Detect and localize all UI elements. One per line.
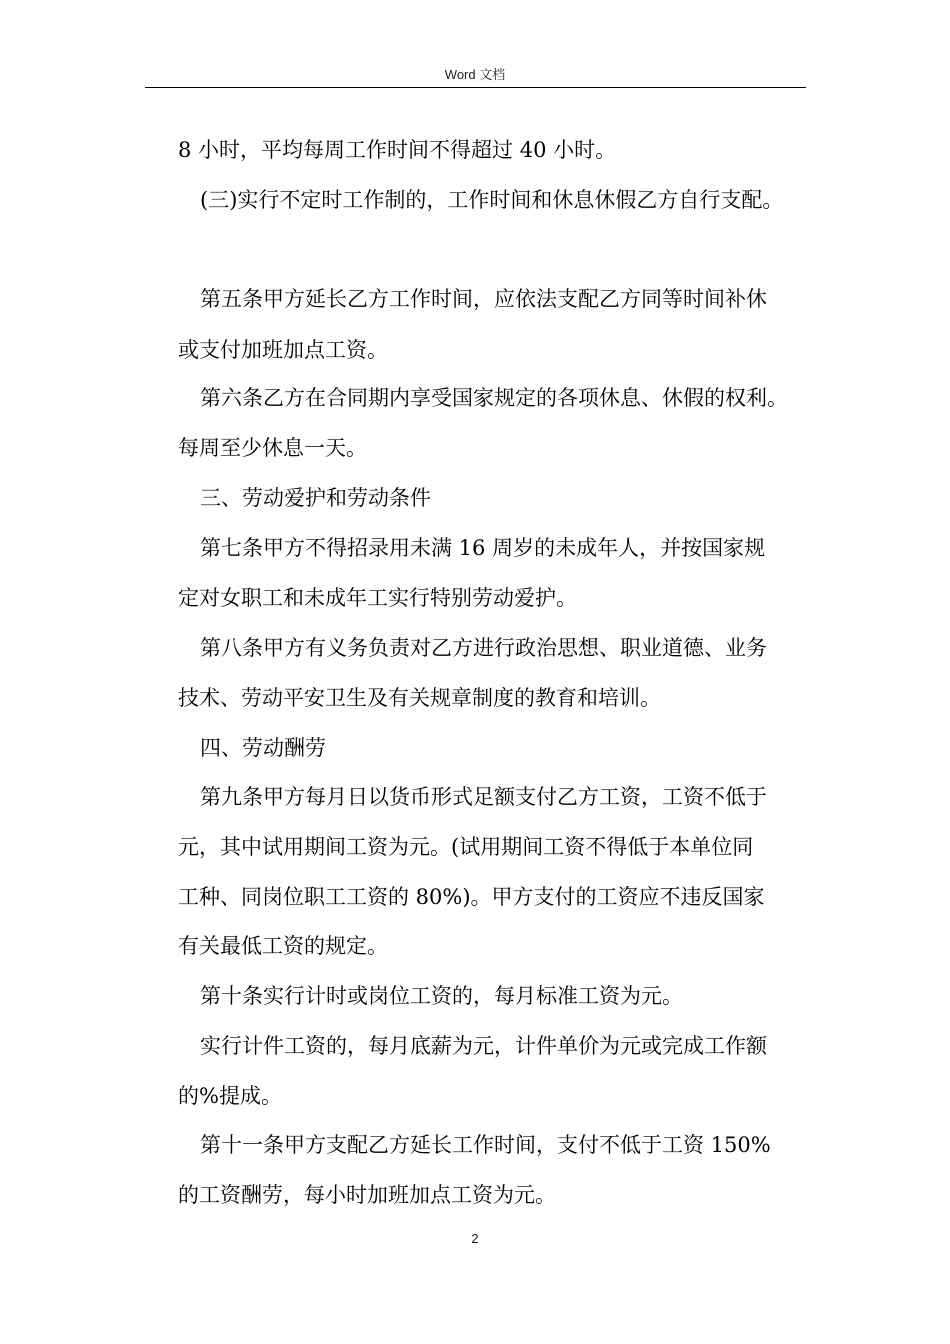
body-line: 的工资酬劳，每小时加班加点工资为元。 [178,1183,556,1207]
header-rule [145,87,806,88]
article-5: 第五条甲方延长乙方工作时间，应依法支配乙方同等时间补休 [200,287,767,311]
page-header: Word 文档 [444,67,506,82]
section-heading-4: 四、劳动酬劳 [200,736,326,760]
body-line: 实行计件工资的，每月底薪为元，计件单价为元或完成工作额 [200,1034,767,1058]
body-line: 的%提成。 [178,1084,282,1108]
article-6: 第六条乙方在合同期内享受国家规定的各项休息、休假的权利。 [200,386,788,410]
body-line: 定对女职工和未成年工实行特别劳动爱护。 [178,586,577,610]
body-line: 工种、同岗位职工工资的 80%)。甲方支付的工资应不违反国家 [178,885,765,909]
section-heading-3: 三、劳动爱护和劳动条件 [200,486,431,510]
article-9: 第九条甲方每月日以货币形式足额支付乙方工资，工资不低于 [200,785,767,809]
article-11: 第十一条甲方支配乙方延长工作时间，支付不低于工资 150% [200,1133,771,1157]
article-8: 第八条甲方有义务负责对乙方进行政治思想、职业道德、业务 [200,636,767,660]
body-line: 技术、劳动平安卫生及有关规章制度的教育和培训。 [178,686,661,710]
body-line: 或支付加班加点工资。 [178,338,388,362]
body-line: 8 小时，平均每周工作时间不得超过 40 小时。 [178,138,617,162]
body-line: 每周至少休息一天。 [178,436,367,460]
body-line: 元，其中试用期间工资为元。(试用期间工资不得低于本单位同 [178,835,754,859]
body-line: (三)实行不定时工作制的，工作时间和休息休假乙方自行支配。 [200,188,784,212]
article-10: 第十条实行计时或岗位工资的，每月标准工资为元。 [200,984,683,1008]
article-7: 第七条甲方不得招录用未满 16 周岁的未成年人，并按国家规 [200,536,766,560]
page-number: 2 [471,1231,479,1246]
body-line: 有关最低工资的规定。 [178,934,388,958]
